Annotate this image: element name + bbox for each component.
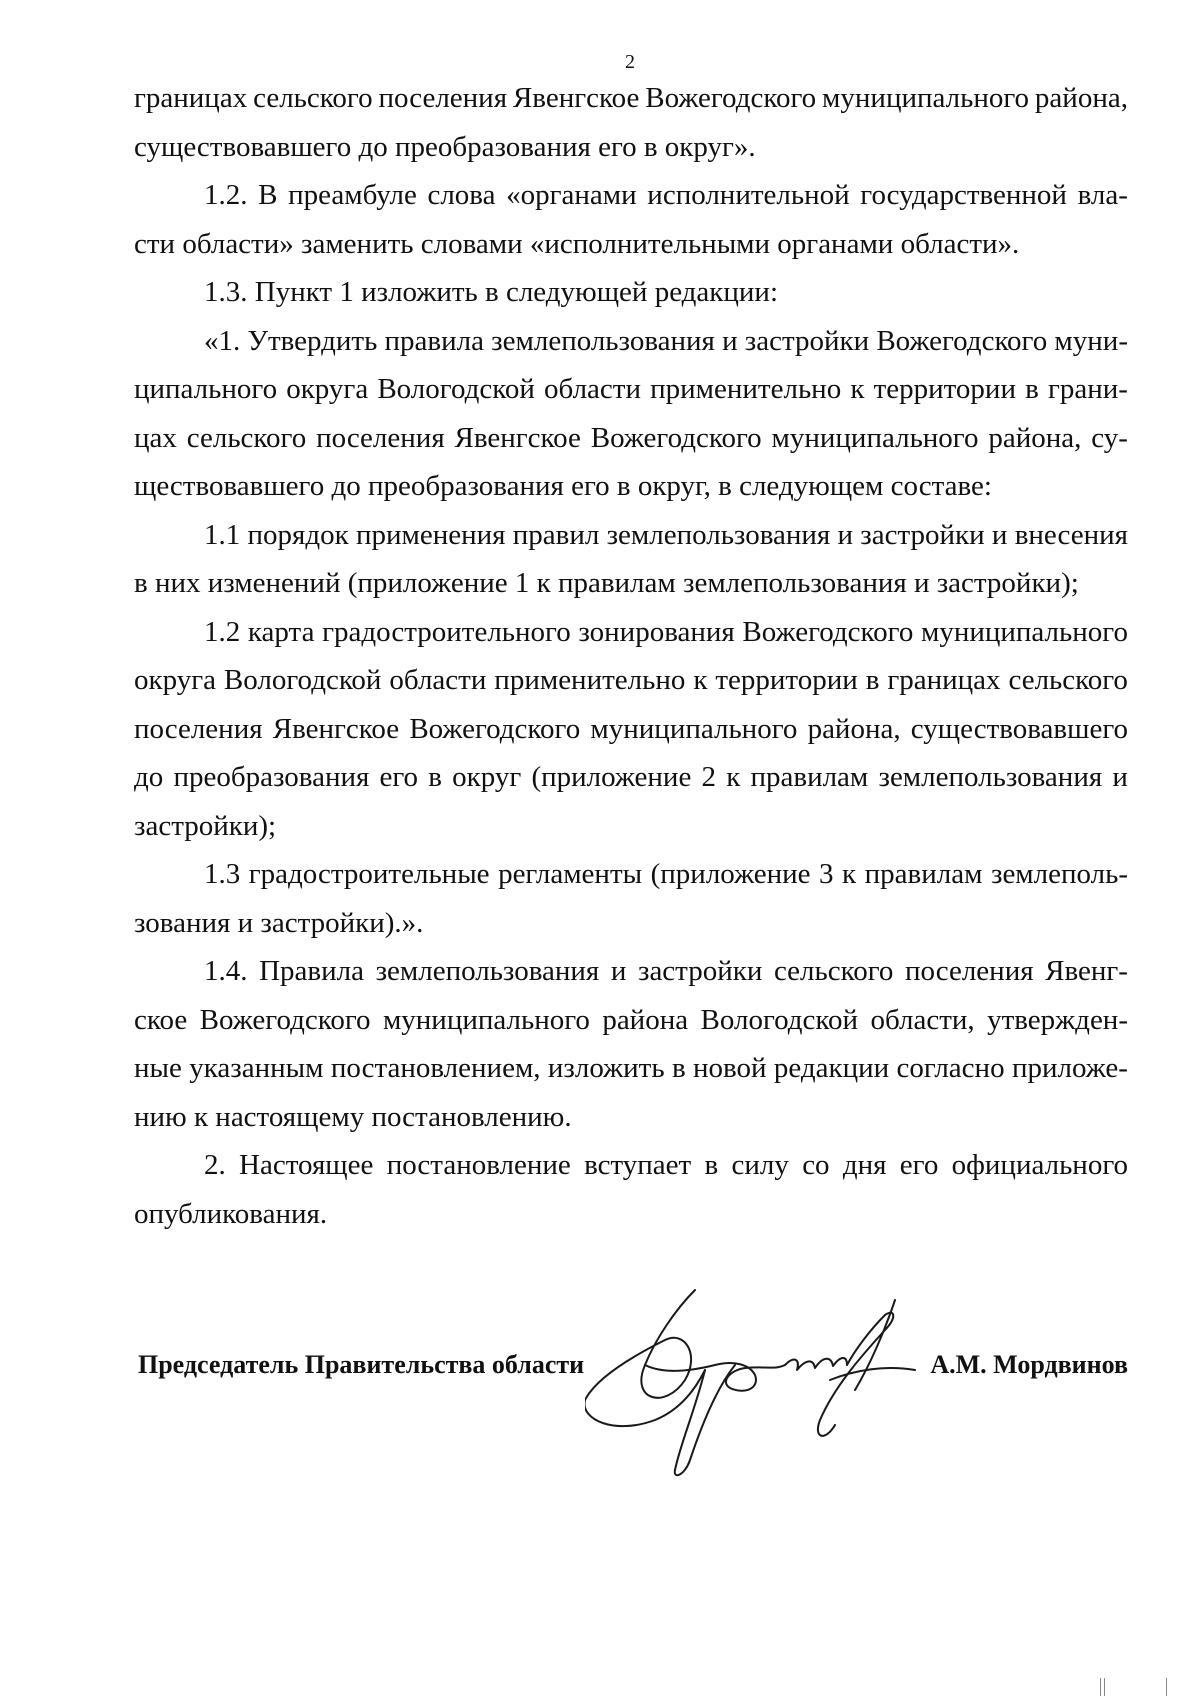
document-body (134, 74, 1128, 1238)
word: поселения (905, 955, 1034, 987)
word: поселения (134, 712, 263, 745)
text-line: существовавшего до преобразования его в округ». (134, 130, 756, 163)
word: землеполь- (990, 858, 1128, 890)
word: и (722, 324, 738, 357)
word: редакции (773, 1052, 890, 1084)
word: застройки (637, 955, 763, 987)
word: муниципального (590, 712, 798, 745)
signatory-name: А.М. Мордвинов (930, 1350, 1128, 1379)
word: постановление (386, 1149, 571, 1181)
word: и (837, 518, 854, 551)
text-line (134, 656, 1128, 705)
word: преамбуле (288, 179, 417, 211)
word: слова (427, 179, 496, 211)
word: указанным (189, 1052, 324, 1084)
word: градостроительного (322, 615, 571, 648)
word: области, (870, 1003, 975, 1036)
word: муниципального (382, 1003, 590, 1036)
word: ные (134, 1052, 182, 1084)
text-line: зования и застройки).». (134, 906, 424, 939)
word: Вожегодского (645, 82, 817, 114)
word: района, (1034, 82, 1128, 114)
word: вступает (584, 1149, 692, 1181)
text-line: застройки); (134, 809, 277, 842)
word: согласно (896, 1052, 1005, 1084)
word: района, (988, 421, 1082, 454)
text-line: 1.3. Пункт 1 изложить в следующей редакции: (204, 276, 779, 308)
word: Настоящее (239, 1149, 374, 1181)
word: Вожегодского (199, 1003, 371, 1036)
text-line (134, 996, 1128, 1045)
word: 1.2 (204, 615, 241, 648)
word: внесения (1014, 518, 1128, 551)
word: в (428, 761, 442, 793)
word: Вологодской (700, 1003, 859, 1036)
text-line (134, 753, 1128, 802)
word: применительно (494, 664, 686, 696)
word: застройки (860, 518, 985, 551)
word: Утвердить (247, 324, 378, 357)
word: муни- (1054, 324, 1128, 357)
word: постановлением, (330, 1052, 541, 1084)
word: 1.2. (204, 179, 248, 211)
scan-edge-mark (1100, 1678, 1101, 1696)
word: Вожегодского (742, 615, 914, 648)
word: поселения (316, 421, 445, 454)
signature-block (134, 1350, 1128, 1390)
word: 2. (204, 1149, 226, 1181)
word: применения (355, 518, 506, 551)
word: преобразования (173, 761, 370, 793)
word: округа (134, 664, 216, 696)
word: правила (384, 324, 484, 357)
word: района, (807, 712, 901, 745)
word: исполнительной (647, 179, 850, 211)
text-line (134, 1141, 1128, 1190)
word: Явенгское (272, 712, 400, 745)
word: муниципального (920, 615, 1128, 648)
word: к (842, 858, 857, 890)
word: в (865, 664, 880, 696)
word: грани- (1047, 373, 1128, 405)
word: муниципального (771, 421, 979, 454)
word: в (671, 1052, 686, 1084)
word: официального (951, 1149, 1128, 1181)
word: землепользования (878, 761, 1103, 793)
word: муниципального (822, 82, 1030, 114)
text-line: нию к настоящему постановлению. (134, 1100, 572, 1133)
word: со (802, 1149, 830, 1181)
word: границах (887, 664, 1001, 696)
word: области (389, 664, 487, 696)
word: применительно (650, 373, 842, 405)
text-line: в них изменений (приложение 1 к правилам землепользования и застройки); (134, 567, 1079, 599)
word: округ (452, 761, 522, 793)
page-number: 2 (625, 51, 635, 73)
signatory-title: Председатель Правительства области (138, 1350, 585, 1379)
text-line: опубликования. (134, 1197, 328, 1230)
word: Вожегодского (409, 712, 581, 745)
word: регламенты (498, 858, 643, 890)
word: дня (842, 1149, 887, 1181)
word: Вожегодского (876, 324, 1048, 357)
word: округа (286, 373, 369, 405)
word: к (726, 761, 741, 793)
word: его (379, 761, 419, 793)
word: изложить (547, 1052, 665, 1084)
word: (приложение (531, 761, 692, 793)
text-line (134, 171, 1128, 220)
word: в (704, 1149, 719, 1181)
word: его (899, 1149, 939, 1181)
scan-edge-mark (1166, 1678, 1167, 1696)
word: 1.3 (204, 858, 241, 890)
word: государственной (860, 179, 1067, 211)
word: 2 (701, 761, 717, 793)
word: «органами (506, 179, 637, 211)
word: сельского (773, 955, 894, 987)
word: до (134, 761, 164, 793)
word: и (1112, 761, 1128, 793)
word: территории (873, 373, 1016, 405)
word: 1.4. (204, 955, 248, 987)
word: вла- (1077, 179, 1128, 211)
word: сельского (186, 421, 307, 454)
word: силу (731, 1149, 789, 1181)
word: правил (512, 518, 600, 551)
word: Явенгское (512, 82, 640, 114)
word: и (610, 955, 627, 987)
text-line (134, 317, 1128, 366)
word: и (991, 518, 1008, 551)
word: Явенгское (454, 421, 581, 454)
word: землепользования (491, 324, 715, 357)
word: застройки (744, 324, 870, 357)
word: в (1025, 373, 1039, 405)
word: к (693, 664, 708, 696)
word: к (850, 373, 865, 405)
text-line (134, 365, 1128, 414)
text-line (134, 511, 1128, 560)
text-line (134, 74, 1128, 123)
word: существовавшего (910, 712, 1128, 745)
text-line: сти области» заменить словами «исполнительными органами области». (134, 227, 1020, 260)
text-line (134, 414, 1128, 463)
word: Вологодской (223, 664, 382, 696)
word: Явенг- (1045, 955, 1128, 987)
word: сельского (1008, 664, 1128, 696)
word: поселения (378, 82, 508, 114)
word: Вожегодского (590, 421, 762, 454)
word: приложе- (1011, 1052, 1128, 1084)
text-line (134, 705, 1128, 754)
word: Правила (259, 955, 364, 987)
word: района (602, 1003, 689, 1036)
word: зонирования (578, 615, 735, 648)
word: территории (715, 664, 858, 696)
word: порядок (247, 518, 349, 551)
word: ское (134, 1003, 188, 1036)
scan-edge-mark (1104, 1678, 1105, 1696)
text-line (134, 850, 1128, 899)
word: «1. (204, 324, 241, 357)
word: области (544, 373, 641, 405)
word: правилам (750, 761, 869, 793)
word: (приложение (650, 858, 811, 890)
word: границах (134, 82, 248, 114)
word: градостроительные (248, 858, 490, 890)
word: ципального (134, 373, 278, 405)
word: правилам (864, 858, 983, 890)
word: 3 (819, 858, 834, 890)
word: землепользования (606, 518, 831, 551)
word: 1.1 (204, 518, 241, 551)
text-line (134, 947, 1128, 996)
word: цах (134, 421, 177, 454)
text-line (134, 608, 1128, 657)
word: сельского (253, 82, 373, 114)
word: землепользования (375, 955, 600, 987)
text-line (134, 1044, 1128, 1093)
word: карта (247, 615, 315, 648)
word: су- (1091, 421, 1128, 454)
word: Вологодской (377, 373, 535, 405)
word: В (258, 179, 278, 211)
word: утвержден- (987, 1003, 1128, 1036)
word: новой (693, 1052, 767, 1084)
text-line: ществовавшего до преобразования его в округ, в следующем составе: (134, 470, 992, 502)
